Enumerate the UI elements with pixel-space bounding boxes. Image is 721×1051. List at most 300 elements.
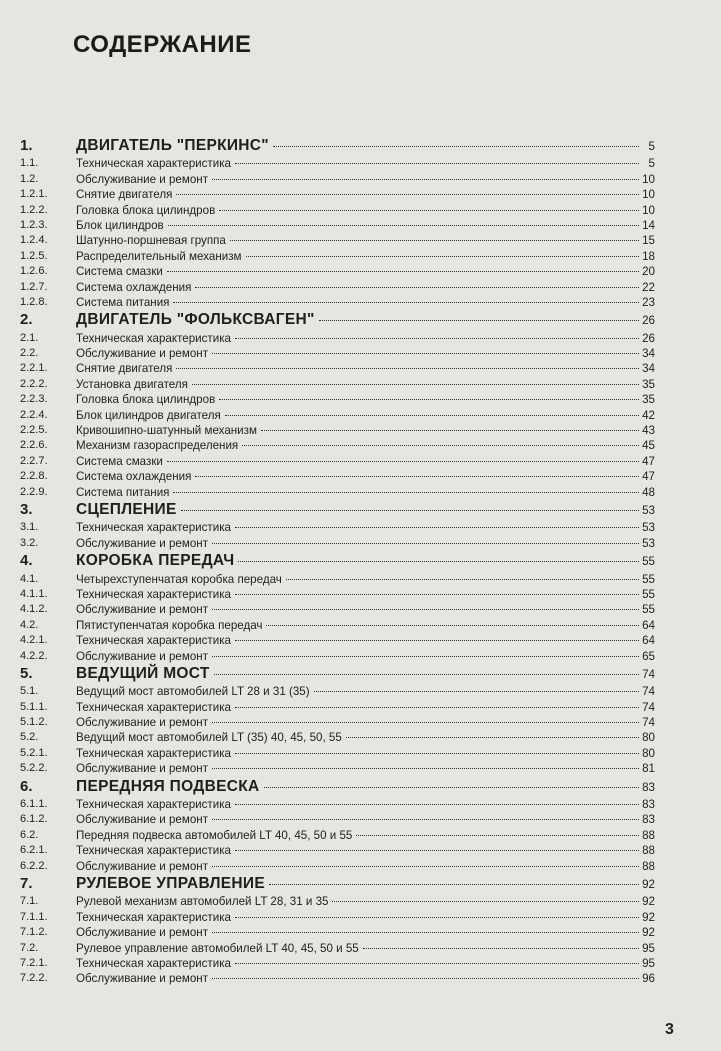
toc-number: 5.2.1.: [20, 746, 48, 759]
toc-number: 7.: [20, 874, 33, 892]
toc-entry-row: [0, 331, 721, 346]
toc-page-number: 83: [642, 798, 655, 812]
toc-entry: [76, 331, 655, 346]
toc-entry-title: Обслуживание и ремонт: [76, 716, 208, 730]
toc-number: 4.2.2.: [20, 649, 48, 662]
toc-entry-title: Система питания: [76, 295, 170, 309]
toc-page-number: 65: [642, 649, 655, 663]
toc-page-number: 92: [642, 926, 655, 940]
toc-dot-leader: [319, 320, 639, 321]
toc-entry: [76, 587, 655, 602]
toc-entry-title: Обслуживание и ремонт: [76, 859, 208, 873]
toc-entry-title: Рулевой механизм автомобилей LT 28, 31 и 35: [76, 895, 329, 909]
toc-number: 2.2.5.: [20, 424, 48, 437]
toc-entry: [76, 469, 655, 484]
toc-entry-title: Техническая характеристика: [76, 910, 231, 924]
toc-entry-row: [0, 520, 721, 535]
toc-entry-title: Снятие двигателя: [76, 362, 173, 376]
toc-number: 3.: [20, 500, 33, 518]
toc-number: 4.1.: [20, 572, 39, 585]
toc-page-number: 47: [642, 470, 655, 484]
toc-dot-leader: [219, 210, 639, 211]
toc-entry-title: Система смазки: [76, 454, 163, 468]
toc-entry: [76, 843, 655, 858]
toc-entry-title: Механизм газораспределения: [76, 439, 239, 453]
toc-entry-title: Обслуживание и ремонт: [76, 649, 208, 663]
toc-chapter-title: РУЛЕВОЕ УПРАВЛЕНИЕ: [76, 874, 265, 892]
toc-entry-row: [0, 392, 721, 407]
toc-entry-row: [0, 971, 721, 986]
toc-entry-title: Четырехступенчатая коробка передач: [76, 572, 282, 586]
toc-number: 5.1.1.: [20, 700, 48, 713]
toc-entry: [76, 715, 655, 730]
toc-entry: [76, 925, 655, 940]
toc-page-number: 55: [642, 603, 655, 617]
toc-dot-leader: [230, 240, 639, 241]
toc-page-number: 95: [642, 941, 655, 955]
toc-number: 1.2.7.: [20, 280, 48, 293]
toc-entry: [76, 894, 655, 909]
toc-number: 5.1.2.: [20, 716, 48, 729]
toc-entry-title: Система охлаждения: [76, 470, 192, 484]
toc-dot-leader: [181, 510, 639, 511]
toc-dot-leader: [242, 445, 639, 446]
toc-entry: [76, 746, 655, 761]
toc-page-number: 43: [642, 424, 655, 438]
toc-number: 7.1.: [20, 895, 39, 908]
toc-number: 6.2.1.: [20, 844, 48, 857]
toc-number: 1.2.5.: [20, 249, 48, 262]
toc-entry: [76, 797, 655, 812]
toc-dot-leader: [212, 866, 639, 867]
toc-page-number: 92: [642, 895, 655, 909]
toc-entry: [76, 172, 655, 187]
toc-page-number: 74: [642, 685, 655, 699]
toc-entry: [76, 971, 655, 986]
toc-page-number: 45: [642, 439, 655, 453]
toc-entry-title: Снятие двигателя: [76, 188, 173, 202]
toc-entry: [76, 874, 655, 895]
toc-entry-title: Рулевое управление автомобилей LT 40, 45, 50 и 55: [76, 941, 359, 955]
toc-entry: [76, 280, 655, 295]
toc-page-number: 92: [642, 877, 655, 891]
toc-number: 6.1.2.: [20, 813, 48, 826]
toc-dot-leader: [269, 884, 639, 885]
toc-number: 1.2.1.: [20, 188, 48, 201]
toc-dot-leader: [212, 722, 639, 723]
toc-entry-row: [0, 572, 721, 587]
toc-entry-title: Обслуживание и ремонт: [76, 762, 208, 776]
toc-entry-row: [0, 746, 721, 761]
toc-number: 7.2.: [20, 941, 39, 954]
toc-number: 4.: [20, 552, 33, 570]
toc-entry-row: [0, 485, 721, 500]
toc-entry: [76, 485, 655, 500]
toc-entry-row: [0, 295, 721, 310]
toc-page-number: 74: [642, 667, 655, 681]
toc-entry: [76, 187, 655, 202]
toc-dot-leader: [286, 579, 639, 580]
toc-entry-row: [0, 649, 721, 664]
table-of-contents: [0, 136, 721, 987]
toc-entry-title: Техническая характеристика: [76, 798, 231, 812]
toc-number: 1.2.: [20, 172, 39, 185]
toc-page-number: 74: [642, 716, 655, 730]
toc-entry: [76, 361, 655, 376]
toc-page-number: 47: [642, 454, 655, 468]
toc-entry: [76, 941, 655, 956]
toc-number: 1.2.3.: [20, 218, 48, 231]
toc-entry-row: [0, 187, 721, 202]
toc-entry-title: Пятиступенчатая коробка передач: [76, 618, 263, 632]
toc-entry-row: [0, 536, 721, 551]
toc-number: 5.1.: [20, 685, 39, 698]
toc-page-number: 55: [642, 572, 655, 586]
toc-entry: [76, 664, 655, 685]
toc-dot-leader: [212, 609, 639, 610]
toc-entry-title: Распределительный механизм: [76, 249, 242, 263]
toc-entry-row: [0, 346, 721, 361]
toc-entry-title: Шатунно-поршневая группа: [76, 234, 226, 248]
toc-chapter-row: [0, 310, 721, 330]
toc-entry-row: [0, 587, 721, 602]
toc-number: 5.2.2.: [20, 762, 48, 775]
toc-number: 2.2.: [20, 347, 39, 360]
toc-page-number: 5: [648, 157, 655, 171]
toc-dot-leader: [246, 256, 639, 257]
toc-entry-row: [0, 859, 721, 874]
toc-entry: [76, 777, 655, 798]
toc-entry: [76, 500, 655, 521]
toc-entry-title: Установка двигателя: [76, 377, 188, 391]
toc-dot-leader: [264, 787, 640, 788]
toc-page-number: 55: [642, 587, 655, 601]
toc-number: 1.2.2.: [20, 203, 48, 216]
toc-entry: [76, 454, 655, 469]
toc-entry: [76, 812, 655, 827]
toc-number: 2.2.9.: [20, 485, 48, 498]
toc-page-number: 22: [642, 280, 655, 294]
toc-entry-title: Обслуживание и ремонт: [76, 603, 208, 617]
toc-page-number: 55: [642, 555, 655, 569]
toc-number: 2.2.8.: [20, 470, 48, 483]
toc-page-number: 10: [642, 188, 655, 202]
toc-entry: [76, 346, 655, 361]
toc-page-number: 64: [642, 618, 655, 632]
toc-number: 2.: [20, 311, 33, 329]
toc-entry-row: [0, 264, 721, 279]
toc-page-number: 5: [648, 140, 655, 153]
toc-entry-row: [0, 156, 721, 171]
toc-entry: [76, 310, 655, 331]
toc-dot-leader: [168, 225, 639, 226]
toc-entry-row: [0, 218, 721, 233]
toc-dot-leader: [235, 753, 639, 754]
toc-entry-title: Техническая характеристика: [76, 844, 231, 858]
toc-dot-leader: [235, 963, 639, 964]
toc-page-number: 96: [642, 972, 655, 986]
toc-entry-row: [0, 423, 721, 438]
toc-dot-leader: [214, 674, 639, 675]
toc-entry-row: [0, 812, 721, 827]
toc-page-number: 20: [642, 265, 655, 279]
toc-page-number: 95: [642, 956, 655, 970]
toc-dot-leader: [363, 948, 639, 949]
toc-page-number: 35: [642, 393, 655, 407]
toc-dot-leader: [235, 163, 639, 164]
toc-entry: [76, 602, 655, 617]
toc-entry-title: Техническая характеристика: [76, 634, 231, 648]
toc-entry: [76, 956, 655, 971]
toc-chapter-row: [0, 136, 721, 156]
toc-entry-row: [0, 633, 721, 648]
toc-page-number: 88: [642, 844, 655, 858]
toc-entry-row: [0, 941, 721, 956]
toc-number: 5.: [20, 664, 33, 682]
toc-number: 1.: [20, 137, 33, 154]
toc-dot-leader: [238, 561, 639, 562]
toc-entry: [76, 633, 655, 648]
toc-number: 1.2.6.: [20, 265, 48, 278]
toc-entry: [76, 203, 655, 218]
toc-entry-title: Система питания: [76, 485, 170, 499]
toc-number: 2.2.2.: [20, 377, 48, 390]
toc-entry-title: Техническая характеристика: [76, 746, 231, 760]
toc-page-number: 42: [642, 408, 655, 422]
toc-dot-leader: [235, 527, 639, 528]
toc-page-number: 80: [642, 746, 655, 760]
toc-entry-title: Головка блока цилиндров: [76, 203, 216, 217]
toc-page-number: 35: [642, 377, 655, 391]
toc-entry-title: Техническая характеристика: [76, 157, 231, 171]
toc-entry-title: Головка блока цилиндров: [76, 393, 216, 407]
toc-number: 2.2.4.: [20, 408, 48, 421]
toc-page-number: 88: [642, 859, 655, 873]
toc-page-number: 64: [642, 634, 655, 648]
toc-entry-row: [0, 715, 721, 730]
toc-page-number: 15: [642, 234, 655, 248]
toc-entry: [76, 572, 655, 587]
toc-dot-leader: [266, 625, 639, 626]
toc-number: 1.2.8.: [20, 295, 48, 308]
toc-chapter-title: ДВИГАТЕЛЬ "ПЕРКИНС": [76, 137, 269, 154]
toc-entry-title: Ведущий мост автомобилей LT (35) 40, 45, 50, 55: [76, 731, 342, 745]
toc-dot-leader: [212, 932, 639, 933]
toc-number: 2.2.7.: [20, 454, 48, 467]
toc-dot-leader: [173, 302, 639, 303]
toc-entry: [76, 618, 655, 633]
toc-number: 3.2.: [20, 536, 39, 549]
toc-entry-row: [0, 797, 721, 812]
toc-dot-leader: [195, 287, 639, 288]
toc-entry-row: [0, 618, 721, 633]
toc-dot-leader: [235, 338, 639, 339]
toc-page-number: 18: [642, 249, 655, 263]
toc-entry: [76, 730, 655, 745]
toc-dot-leader: [219, 399, 639, 400]
toc-page-number: 10: [642, 203, 655, 217]
toc-entry-title: Обслуживание и ремонт: [76, 536, 208, 550]
toc-entry: [76, 438, 655, 453]
toc-dot-leader: [195, 476, 639, 477]
toc-entry: [76, 136, 655, 157]
toc-number: 1.1.: [20, 157, 39, 170]
toc-entry-row: [0, 730, 721, 745]
toc-entry-title: Система охлаждения: [76, 280, 192, 294]
toc-entry-row: [0, 761, 721, 776]
toc-entry-row: [0, 203, 721, 218]
toc-dot-leader: [176, 194, 639, 195]
toc-entry: [76, 233, 655, 248]
toc-entry-row: [0, 843, 721, 858]
toc-number: 7.2.2.: [20, 972, 48, 985]
toc-entry: [76, 156, 655, 171]
toc-entry: [76, 828, 655, 843]
toc-page-number: 26: [642, 314, 655, 328]
toc-entry-row: [0, 249, 721, 264]
toc-entry-title: Техническая характеристика: [76, 521, 231, 535]
toc-number: 6.: [20, 777, 33, 795]
toc-dot-leader: [212, 179, 639, 180]
toc-chapter-title: ПЕРЕДНЯЯ ПОДВЕСКА: [76, 777, 260, 795]
toc-entry: [76, 295, 655, 310]
toc-entry-row: [0, 361, 721, 376]
toc-page-number: 80: [642, 731, 655, 745]
toc-dot-leader: [225, 415, 639, 416]
toc-page-number: 26: [642, 331, 655, 345]
toc-entry-row: [0, 280, 721, 295]
toc-entry-title: Блок цилиндров двигателя: [76, 408, 221, 422]
toc-dot-leader: [167, 461, 639, 462]
page-title: СОДЕРЖАНИЕ: [73, 31, 252, 58]
toc-entry-row: [0, 956, 721, 971]
toc-chapter-row: [0, 500, 721, 520]
toc-entry-title: Техническая характеристика: [76, 700, 231, 714]
toc-dot-leader: [212, 978, 639, 979]
toc-page-number: 14: [642, 218, 655, 232]
toc-number: 4.1.1.: [20, 587, 48, 600]
toc-dot-leader: [346, 737, 639, 738]
toc-entry-title: Обслуживание и ремонт: [76, 813, 208, 827]
toc-page-number: 53: [642, 536, 655, 550]
toc-entry: [76, 408, 655, 423]
toc-page-number: 83: [642, 813, 655, 827]
toc-entry: [76, 423, 655, 438]
toc-entry-title: Передняя подвеска автомобилей LT 40, 45, 50 и 55: [76, 828, 353, 842]
toc-entry-title: Кривошипно-шатунный механизм: [76, 424, 257, 438]
toc-entry: [76, 649, 655, 664]
toc-number: 6.1.1.: [20, 798, 48, 811]
toc-entry-row: [0, 233, 721, 248]
toc-entry: [76, 392, 655, 407]
toc-dot-leader: [167, 271, 639, 272]
toc-dot-leader: [332, 901, 639, 902]
toc-entry-row: [0, 700, 721, 715]
toc-entry: [76, 536, 655, 551]
toc-number: 2.2.6.: [20, 439, 48, 452]
toc-entry: [76, 249, 655, 264]
toc-number: 6.2.: [20, 828, 39, 841]
toc-dot-leader: [235, 804, 639, 805]
toc-entry: [76, 684, 655, 699]
toc-chapter-title: КОРОБКА ПЕРЕДАЧ: [76, 552, 235, 570]
toc-entry-title: Обслуживание и ремонт: [76, 926, 208, 940]
toc-chapter-title: ДВИГАТЕЛЬ "ФОЛЬКСВАГЕН": [76, 311, 315, 329]
toc-entry-row: [0, 172, 721, 187]
toc-entry: [76, 264, 655, 279]
toc-entry-title: Обслуживание и ремонт: [76, 172, 208, 186]
toc-number: 4.2.1.: [20, 634, 48, 647]
toc-entry-row: [0, 454, 721, 469]
toc-dot-leader: [212, 543, 639, 544]
toc-number: 3.1.: [20, 521, 39, 534]
toc-chapter-row: [0, 551, 721, 571]
toc-entry-row: [0, 894, 721, 909]
toc-entry: [76, 761, 655, 776]
toc-dot-leader: [192, 384, 639, 385]
toc-number: 6.2.2.: [20, 859, 48, 872]
toc-entry-title: Техническая характеристика: [76, 331, 231, 345]
toc-entry-title: Обслуживание и ремонт: [76, 972, 208, 986]
toc-entry-row: [0, 925, 721, 940]
toc-page-number: 81: [642, 762, 655, 776]
toc-dot-leader: [235, 640, 639, 641]
toc-chapter-row: [0, 874, 721, 894]
toc-dot-leader: [235, 917, 639, 918]
toc-entry-row: [0, 828, 721, 843]
toc-entry: [76, 520, 655, 535]
toc-entry-row: [0, 377, 721, 392]
toc-number: 7.1.2.: [20, 926, 48, 939]
toc-dot-leader: [273, 146, 639, 147]
toc-page-number: 10: [642, 172, 655, 186]
toc-dot-leader: [176, 368, 639, 369]
toc-dot-leader: [212, 353, 639, 354]
toc-entry-row: [0, 602, 721, 617]
toc-dot-leader: [261, 430, 639, 431]
toc-dot-leader: [212, 768, 639, 769]
toc-page-number: 23: [642, 295, 655, 309]
toc-chapter-title: ВЕДУЩИЙ МОСТ: [76, 664, 210, 682]
toc-number: 2.2.1.: [20, 362, 48, 375]
toc-entry-title: Ведущий мост автомобилей LT 28 и 31 (35): [76, 685, 310, 699]
toc-page-number: 34: [642, 347, 655, 361]
toc-entry: [76, 859, 655, 874]
toc-entry-title: Система смазки: [76, 265, 163, 279]
toc-dot-leader: [212, 656, 639, 657]
toc-number: 2.1.: [20, 331, 39, 344]
toc-dot-leader: [356, 835, 639, 836]
toc-entry-title: Техническая характеристика: [76, 956, 231, 970]
toc-number: 4.1.2.: [20, 603, 48, 616]
page-number: 3: [665, 1021, 674, 1038]
toc-page-number: 53: [642, 521, 655, 535]
toc-entry: [76, 700, 655, 715]
toc-page-number: 92: [642, 910, 655, 924]
toc-number: 7.1.1.: [20, 910, 48, 923]
toc-dot-leader: [173, 492, 639, 493]
toc-entry-row: [0, 438, 721, 453]
toc-number: 1.2.4.: [20, 234, 48, 247]
toc-dot-leader: [314, 691, 639, 692]
toc-entry: [76, 551, 655, 572]
toc-page-number: 48: [642, 485, 655, 499]
toc-entry-row: [0, 408, 721, 423]
toc-entry-row: [0, 910, 721, 925]
toc-entry: [76, 377, 655, 392]
toc-dot-leader: [235, 850, 639, 851]
toc-page-number: 88: [642, 828, 655, 842]
